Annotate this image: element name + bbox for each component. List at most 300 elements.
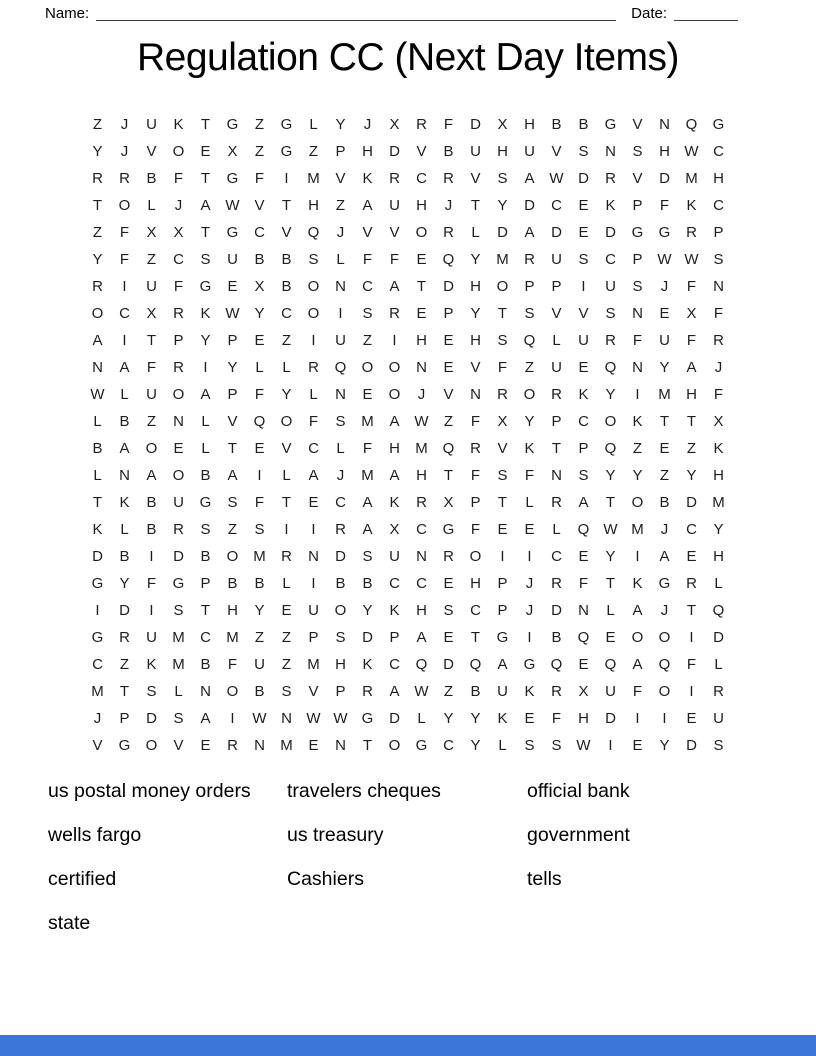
grid-letter: A — [146, 467, 157, 484]
grid-letter: N — [254, 737, 265, 754]
grid-letter: O — [145, 440, 158, 457]
grid-letter: I — [500, 548, 505, 565]
grid-letter: E — [578, 197, 589, 214]
grid-letter: Z — [362, 332, 373, 349]
grid-letter: R — [389, 305, 400, 322]
word-list-item: travelers cheques — [287, 780, 441, 802]
grid-letter: X — [713, 413, 724, 430]
grid-letter: E — [416, 251, 427, 268]
grid-letter: T — [200, 116, 211, 133]
grid-letter: O — [172, 386, 185, 403]
grid-letter: B — [335, 575, 346, 592]
grid-letter: Q — [604, 656, 617, 673]
grid-letter: J — [444, 197, 453, 214]
grid-letter: O — [658, 683, 671, 700]
grid-letter: F — [362, 440, 373, 457]
grid-letter: D — [686, 737, 697, 754]
grid-letter: G — [226, 170, 239, 187]
grid-letter: O — [631, 494, 644, 511]
grid-letter: S — [524, 737, 535, 754]
grid-letter: O — [469, 548, 482, 565]
grid-letter: U — [146, 278, 157, 295]
grid-letter: S — [173, 710, 184, 727]
grid-letter: E — [362, 386, 373, 403]
grid-letter: E — [659, 305, 670, 322]
grid-letter: J — [417, 386, 426, 403]
grid-letter: P — [551, 278, 562, 295]
grid-letter: Q — [712, 602, 725, 619]
grid-letter: V — [281, 224, 292, 241]
grid-letter: B — [254, 251, 265, 268]
grid-letter: H — [308, 197, 319, 214]
grid-letter: I — [95, 602, 100, 619]
grid-letter: T — [470, 629, 481, 646]
grid-letter: Q — [658, 656, 671, 673]
grid-letter: S — [713, 251, 724, 268]
grid-letter: M — [172, 656, 185, 673]
grid-letter: A — [389, 467, 400, 484]
grid-letter: J — [525, 575, 534, 592]
grid-letter: Y — [254, 305, 265, 322]
grid-letter: R — [605, 170, 616, 187]
grid-letter: T — [92, 197, 103, 214]
grid-letter: B — [146, 494, 157, 511]
grid-letter: R — [551, 494, 562, 511]
grid-letter: X — [686, 305, 697, 322]
grid-letter: H — [362, 143, 373, 160]
grid-letter: C — [92, 656, 103, 673]
grid-letter: Q — [307, 224, 320, 241]
grid-letter: I — [149, 548, 154, 565]
grid-letter: W — [549, 170, 564, 187]
grid-letter: I — [284, 521, 289, 538]
name-label: Name: — [45, 5, 90, 22]
grid-letter: B — [470, 683, 481, 700]
grid-letter: H — [578, 710, 589, 727]
grid-letter: D — [578, 170, 589, 187]
grid-letter: D — [362, 629, 373, 646]
grid-letter: S — [605, 305, 616, 322]
grid-letter: Z — [92, 224, 103, 241]
grid-letter: L — [255, 359, 264, 376]
grid-letter: A — [389, 278, 400, 295]
grid-letter: J — [120, 143, 129, 160]
grid-letter: R — [443, 548, 454, 565]
grid-letter: U — [659, 332, 670, 349]
grid-letter: Z — [443, 413, 454, 430]
grid-letter: E — [524, 521, 535, 538]
grid-letter: S — [578, 467, 589, 484]
grid-letter: G — [280, 143, 293, 160]
grid-letter: P — [335, 143, 346, 160]
grid-letter: B — [119, 413, 130, 430]
grid-letter: I — [527, 548, 532, 565]
grid-letter: C — [362, 278, 373, 295]
grid-letter: I — [230, 710, 235, 727]
grid-letter: U — [524, 143, 535, 160]
grid-letter: O — [388, 386, 401, 403]
grid-letter: L — [93, 413, 102, 430]
grid-letter: H — [470, 278, 481, 295]
grid-letter: X — [227, 143, 238, 160]
grid-letter: F — [254, 386, 265, 403]
grid-letter: Y — [227, 359, 238, 376]
grid-letter: C — [281, 305, 292, 322]
grid-letter: D — [713, 629, 724, 646]
grid-letter: O — [91, 305, 104, 322]
grid-letter: A — [632, 602, 643, 619]
grid-letter: K — [146, 656, 157, 673]
grid-letter: A — [389, 413, 400, 430]
grid-letter: S — [497, 170, 508, 187]
grid-letter: C — [578, 413, 589, 430]
grid-letter: Y — [605, 467, 616, 484]
grid-letter: J — [363, 116, 372, 133]
grid-letter: F — [470, 467, 481, 484]
footer-bar — [0, 1035, 816, 1056]
grid-letter: S — [335, 413, 346, 430]
grid-letter: A — [389, 683, 400, 700]
grid-letter: G — [226, 116, 239, 133]
grid-letter: Q — [577, 629, 590, 646]
grid-letter: O — [388, 359, 401, 376]
grid-letter: X — [146, 305, 157, 322]
grid-letter: T — [146, 332, 157, 349]
grid-letter: F — [308, 413, 319, 430]
grid-letter: E — [443, 575, 454, 592]
grid-letter: T — [281, 197, 292, 214]
grid-letter: B — [200, 467, 211, 484]
grid-letter: B — [659, 494, 670, 511]
grid-letter: Y — [497, 197, 508, 214]
grid-letter: M — [415, 440, 428, 457]
grid-letter: L — [552, 521, 561, 538]
grid-letter: C — [551, 548, 562, 565]
grid-letter: Y — [659, 737, 670, 754]
grid-letter: R — [362, 683, 373, 700]
word-search-grid — [84, 111, 732, 759]
grid-letter: E — [254, 332, 265, 349]
grid-letter: X — [389, 116, 400, 133]
grid-letter: W — [684, 143, 699, 160]
grid-letter: U — [146, 386, 157, 403]
grid-letter: D — [389, 710, 400, 727]
grid-letter: K — [632, 413, 643, 430]
grid-letter: F — [146, 359, 157, 376]
grid-letter: G — [280, 116, 293, 133]
grid-letter: U — [173, 494, 184, 511]
grid-letter: E — [416, 305, 427, 322]
grid-letter: O — [415, 224, 428, 241]
grid-letter: O — [172, 143, 185, 160]
grid-letter: R — [470, 440, 481, 457]
grid-letter: J — [336, 224, 345, 241]
grid-letter: I — [662, 710, 667, 727]
grid-letter: C — [713, 143, 724, 160]
grid-letter: L — [606, 602, 615, 619]
grid-letter: Z — [281, 332, 292, 349]
grid-letter: N — [335, 386, 346, 403]
grid-letter: C — [389, 656, 400, 673]
grid-letter: R — [173, 359, 184, 376]
grid-letter: Z — [686, 440, 697, 457]
grid-letter: A — [578, 494, 589, 511]
grid-letter: Y — [281, 386, 292, 403]
grid-letter: A — [632, 656, 643, 673]
grid-letter: F — [713, 305, 724, 322]
grid-letter: K — [497, 710, 508, 727]
grid-letter: A — [119, 440, 130, 457]
grid-letter: L — [552, 332, 561, 349]
grid-letter: G — [631, 224, 644, 241]
grid-letter: C — [416, 521, 427, 538]
grid-letter: G — [118, 737, 131, 754]
grid-letter: A — [524, 170, 535, 187]
grid-letter: S — [362, 305, 373, 322]
grid-letter: L — [336, 251, 345, 268]
grid-letter: I — [635, 386, 640, 403]
grid-letter: G — [361, 710, 374, 727]
grid-letter: D — [443, 656, 454, 673]
grid-letter: Z — [146, 251, 157, 268]
grid-letter: P — [119, 710, 130, 727]
grid-letter: X — [578, 683, 589, 700]
grid-letter: N — [470, 386, 481, 403]
grid-letter: B — [119, 548, 130, 565]
grid-letter: E — [200, 737, 211, 754]
grid-letter: K — [713, 440, 724, 457]
grid-letter: C — [551, 197, 562, 214]
grid-letter: P — [470, 494, 481, 511]
grid-letter: K — [686, 197, 697, 214]
grid-letter: P — [524, 278, 535, 295]
grid-letter: R — [686, 575, 697, 592]
grid-letter: A — [227, 467, 238, 484]
grid-letter: P — [497, 602, 508, 619]
grid-letter: Z — [92, 116, 103, 133]
grid-letter: I — [689, 629, 694, 646]
grid-letter: E — [281, 602, 292, 619]
word-list-item: Cashiers — [287, 868, 364, 890]
grid-letter: T — [362, 737, 373, 754]
grid-letter: C — [416, 575, 427, 592]
grid-letter: Q — [415, 656, 428, 673]
grid-letter: T — [497, 305, 508, 322]
grid-letter: V — [470, 170, 481, 187]
grid-letter: H — [713, 170, 724, 187]
grid-letter: H — [713, 548, 724, 565]
grid-letter: E — [443, 332, 454, 349]
grid-letter: L — [201, 440, 210, 457]
grid-letter: K — [119, 494, 130, 511]
grid-letter: X — [389, 521, 400, 538]
word-list-item: state — [48, 912, 91, 934]
grid-letter: R — [308, 359, 319, 376]
grid-letter: O — [334, 602, 347, 619]
grid-letter: U — [227, 251, 238, 268]
grid-letter: U — [389, 197, 400, 214]
grid-letter: Y — [470, 305, 481, 322]
grid-letter: Y — [659, 359, 670, 376]
grid-letter: Y — [605, 548, 616, 565]
grid-letter: A — [200, 710, 211, 727]
grid-letter: D — [605, 224, 616, 241]
grid-letter: H — [686, 386, 697, 403]
grid-letter: W — [684, 251, 699, 268]
grid-letter: C — [119, 305, 130, 322]
grid-letter: P — [578, 440, 589, 457]
grid-letter: Y — [443, 710, 454, 727]
grid-letter: Y — [200, 332, 211, 349]
grid-letter: P — [200, 575, 211, 592]
grid-letter: W — [414, 683, 429, 700]
grid-letter: R — [551, 386, 562, 403]
grid-letter: A — [362, 494, 373, 511]
grid-letter: T — [92, 494, 103, 511]
grid-letter: V — [497, 440, 508, 457]
grid-letter: R — [119, 629, 130, 646]
grid-letter: D — [173, 548, 184, 565]
grid-letter: K — [524, 683, 535, 700]
grid-letter: U — [146, 116, 157, 133]
grid-letter: R — [335, 521, 346, 538]
grid-letter: Q — [604, 440, 617, 457]
grid-letter: G — [712, 116, 725, 133]
grid-letter: U — [254, 656, 265, 673]
grid-letter: N — [632, 305, 643, 322]
grid-letter: T — [227, 440, 238, 457]
grid-letter: T — [200, 224, 211, 241]
grid-letter: S — [578, 251, 589, 268]
grid-letter: S — [308, 251, 319, 268]
grid-letter: T — [200, 602, 211, 619]
grid-letter: J — [660, 521, 669, 538]
grid-letter: S — [362, 548, 373, 565]
grid-letter: H — [389, 440, 400, 457]
grid-letter: U — [470, 143, 481, 160]
grid-letter: A — [362, 521, 373, 538]
grid-letter: Q — [442, 440, 455, 457]
grid-letter: M — [361, 467, 374, 484]
grid-letter: O — [307, 278, 320, 295]
grid-letter: C — [308, 440, 319, 457]
grid-letter: M — [307, 170, 320, 187]
grid-letter: N — [119, 467, 130, 484]
grid-letter: G — [199, 278, 212, 295]
grid-letter: P — [713, 224, 724, 241]
date-label: Date: — [631, 5, 667, 22]
grid-letter: N — [605, 143, 616, 160]
grid-letter: L — [93, 467, 102, 484]
grid-letter: J — [660, 602, 669, 619]
grid-letter: Z — [254, 143, 265, 160]
grid-letter: I — [257, 467, 262, 484]
grid-letter: I — [122, 332, 127, 349]
grid-letter: L — [282, 575, 291, 592]
grid-letter: E — [578, 548, 589, 565]
grid-letter: D — [146, 710, 157, 727]
grid-letter: I — [635, 710, 640, 727]
grid-letter: G — [226, 224, 239, 241]
grid-letter: L — [525, 494, 534, 511]
grid-letter: E — [308, 494, 319, 511]
grid-letter: A — [497, 656, 508, 673]
grid-letter: C — [416, 170, 427, 187]
grid-letter: C — [200, 629, 211, 646]
word-list-item: government — [527, 824, 630, 846]
grid-letter: C — [173, 251, 184, 268]
grid-letter: O — [226, 548, 239, 565]
grid-letter: Y — [524, 413, 535, 430]
grid-letter: B — [362, 575, 373, 592]
grid-letter: F — [632, 683, 643, 700]
grid-letter: T — [551, 440, 562, 457]
grid-letter: E — [524, 710, 535, 727]
grid-letter: K — [389, 494, 400, 511]
grid-letter: E — [497, 521, 508, 538]
grid-letter: F — [713, 386, 724, 403]
grid-letter: S — [497, 467, 508, 484]
grid-letter: R — [119, 170, 130, 187]
grid-letter: X — [254, 278, 265, 295]
grid-letter: O — [604, 413, 617, 430]
grid-letter: O — [118, 197, 131, 214]
grid-letter: W — [225, 305, 240, 322]
grid-letter: S — [173, 602, 184, 619]
grid-letter: U — [551, 359, 562, 376]
grid-letter: D — [605, 710, 616, 727]
grid-letter: I — [392, 332, 397, 349]
grid-letter: W — [414, 413, 429, 430]
grid-letter: X — [146, 224, 157, 241]
grid-letter: P — [443, 305, 454, 322]
grid-letter: Q — [550, 656, 563, 673]
grid-letter: X — [497, 116, 508, 133]
grid-letter: M — [631, 521, 644, 538]
grid-letter: M — [253, 548, 266, 565]
word-list-item: us postal money orders — [48, 780, 251, 802]
date-blank-line — [674, 6, 738, 21]
grid-letter: W — [576, 737, 591, 754]
grid-letter: B — [146, 170, 157, 187]
grid-letter: N — [551, 467, 562, 484]
grid-letter: R — [416, 494, 427, 511]
grid-letter: E — [632, 737, 643, 754]
grid-letter: C — [686, 521, 697, 538]
grid-letter: R — [416, 116, 427, 133]
grid-letter: I — [284, 170, 289, 187]
grid-letter: O — [226, 683, 239, 700]
grid-letter: T — [605, 575, 616, 592]
grid-letter: T — [416, 278, 427, 295]
grid-letter: V — [389, 224, 400, 241]
grid-letter: E — [200, 143, 211, 160]
grid-letter: F — [686, 332, 697, 349]
grid-letter: Z — [119, 656, 130, 673]
grid-letter: D — [119, 602, 130, 619]
grid-letter: C — [389, 575, 400, 592]
grid-letter: E — [173, 440, 184, 457]
grid-letter: Q — [469, 656, 482, 673]
grid-letter: I — [311, 332, 316, 349]
grid-letter: W — [333, 710, 348, 727]
grid-letter: L — [498, 737, 507, 754]
grid-letter: O — [631, 629, 644, 646]
grid-letter: O — [172, 467, 185, 484]
grid-letter: N — [713, 278, 724, 295]
grid-letter: X — [173, 224, 184, 241]
grid-letter: X — [443, 494, 454, 511]
